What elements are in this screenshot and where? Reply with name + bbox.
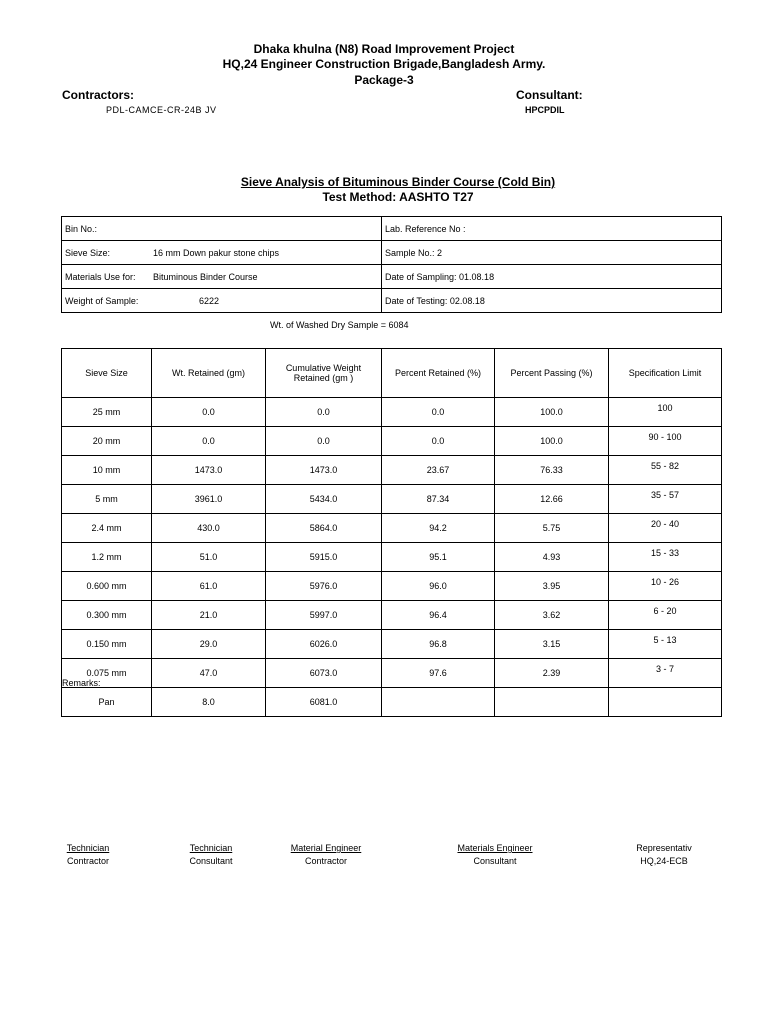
cumulative-weight-cell: 5864.0 xyxy=(266,514,382,543)
sieve-size-cell: 1.2 mm xyxy=(62,543,152,572)
sample-no: Sample No.: 2 xyxy=(382,241,722,265)
washed-dry-sample: Wt. of Washed Dry Sample = 6084 xyxy=(270,320,409,330)
table-row xyxy=(62,514,722,543)
weight-value: 6222 xyxy=(199,295,220,306)
signature-title: Material Engineer xyxy=(290,843,362,853)
spec-limit-cell: 35 - 57 xyxy=(609,485,722,514)
percent-retained-cell: 0.0 xyxy=(382,398,495,427)
spec-limit-cell: 100 xyxy=(609,398,722,427)
signature-materials-engineer-consultant xyxy=(435,842,555,868)
package-title: Package-3 xyxy=(354,73,414,87)
signature-technician-consultant xyxy=(171,842,251,868)
percent-retained-cell xyxy=(382,688,495,717)
header-cumulative-weight: Cumulative Weight Retained (gm ) xyxy=(266,349,382,398)
table-header-row xyxy=(62,349,722,398)
sieve-size-cell: Pan xyxy=(62,688,152,717)
header-sieve-size: Sieve Size xyxy=(62,349,152,398)
signature-org: Contractor xyxy=(66,856,110,866)
spec-limit-cell: 20 - 40 xyxy=(609,514,722,543)
table-row xyxy=(62,543,722,572)
signature-technician-contractor xyxy=(48,842,128,868)
sieve-size-cell: 0.150 mm xyxy=(62,630,152,659)
table-row xyxy=(62,572,722,601)
signature-org: HQ,24-ECB xyxy=(640,856,688,866)
header-specification-limit: Specification Limit xyxy=(609,349,722,398)
wt-retained-cell: 430.0 xyxy=(152,514,266,543)
percent-retained-cell: 87.34 xyxy=(382,485,495,514)
signature-title: Technician xyxy=(66,843,110,853)
percent-passing-cell: 3.95 xyxy=(495,572,609,601)
materials-label: Materials Use for: xyxy=(65,271,136,282)
bin-no: Bin No.: xyxy=(62,217,382,241)
sieve-size-cell: 0.300 mm xyxy=(62,601,152,630)
weight-label: Weight of Sample: xyxy=(65,295,139,306)
sample-info-table xyxy=(61,216,722,313)
percent-retained-cell: 23.67 xyxy=(382,456,495,485)
wt-retained-cell: 8.0 xyxy=(152,688,266,717)
lab-reference: Lab. Reference No : xyxy=(382,217,722,241)
percent-retained-cell: 95.1 xyxy=(382,543,495,572)
signature-title: Representativ xyxy=(636,843,692,853)
percent-retained-cell: 96.4 xyxy=(382,601,495,630)
spec-limit-cell: 90 - 100 xyxy=(609,427,722,456)
percent-retained-cell: 96.8 xyxy=(382,630,495,659)
weight-cell xyxy=(62,289,382,313)
percent-passing-cell: 3.62 xyxy=(495,601,609,630)
sieve-size-value: 16 mm Down pakur stone chips xyxy=(153,247,280,258)
test-method: Test Method: AASHTO T27 xyxy=(322,190,474,204)
percent-retained-cell: 0.0 xyxy=(382,427,495,456)
percent-passing-cell: 100.0 xyxy=(495,427,609,456)
percent-passing-cell: 76.33 xyxy=(495,456,609,485)
percent-passing-cell: 2.39 xyxy=(495,659,609,688)
percent-retained-cell: 97.6 xyxy=(382,659,495,688)
table-row xyxy=(62,456,722,485)
date-sampling: Date of Sampling: 01.08.18 xyxy=(382,265,722,289)
signature-org: Consultant xyxy=(473,856,517,866)
sieve-size-cell: 25 mm xyxy=(62,398,152,427)
spec-limit-cell: 10 - 26 xyxy=(609,572,722,601)
cumulative-weight-cell: 5915.0 xyxy=(266,543,382,572)
percent-retained-cell: 96.0 xyxy=(382,572,495,601)
cumulative-weight-cell: 6073.0 xyxy=(266,659,382,688)
percent-passing-cell: 100.0 xyxy=(495,398,609,427)
wt-retained-cell: 29.0 xyxy=(152,630,266,659)
contractors-label: Contractors: xyxy=(62,88,135,102)
header-percent-passing: Percent Passing (%) xyxy=(495,349,609,398)
cumulative-weight-cell: 1473.0 xyxy=(266,456,382,485)
signature-representative xyxy=(618,842,710,868)
table-row xyxy=(62,427,722,456)
contractors-value: PDL-CAMCE-CR-24B JV xyxy=(106,105,217,115)
percent-passing-cell xyxy=(495,688,609,717)
percent-retained-cell: 94.2 xyxy=(382,514,495,543)
cumulative-weight-cell: 0.0 xyxy=(266,398,382,427)
signature-title: Materials Engineer xyxy=(457,843,533,853)
signature-org: Consultant xyxy=(189,856,233,866)
organization-title: HQ,24 Engineer Construction Brigade,Bangladesh Army. xyxy=(222,57,546,71)
sieve-size-cell: 10 mm xyxy=(62,456,152,485)
wt-retained-cell: 0.0 xyxy=(152,427,266,456)
cumulative-weight-cell: 5434.0 xyxy=(266,485,382,514)
spec-limit-cell: 15 - 33 xyxy=(609,543,722,572)
materials-cell xyxy=(62,265,382,289)
signature-org: Contractor xyxy=(304,856,348,866)
header-wt-retained: Wt. Retained (gm) xyxy=(152,349,266,398)
sieve-size-label: Sieve Size: xyxy=(65,247,111,258)
wt-retained-cell: 0.0 xyxy=(152,398,266,427)
table-row xyxy=(62,601,722,630)
signature-title: Technician xyxy=(189,843,233,853)
spec-limit-cell: 3 - 7 xyxy=(609,659,722,688)
project-title: Dhaka khulna (N8) Road Improvement Project xyxy=(253,42,515,56)
wt-retained-cell: 47.0 xyxy=(152,659,266,688)
spec-limit-cell: 55 - 82 xyxy=(609,456,722,485)
spec-limit-cell xyxy=(609,688,722,717)
cumulative-weight-cell: 0.0 xyxy=(266,427,382,456)
table-row xyxy=(62,659,722,688)
percent-passing-cell: 12.66 xyxy=(495,485,609,514)
report-title: Sieve Analysis of Bituminous Binder Course (Cold Bin) xyxy=(240,175,556,189)
consultant-label: Consultant: xyxy=(516,88,583,102)
percent-passing-cell: 4.93 xyxy=(495,543,609,572)
sieve-size-cell: 0.075 mm xyxy=(62,659,152,688)
wt-retained-cell: 21.0 xyxy=(152,601,266,630)
table-row xyxy=(62,398,722,427)
sieve-size-cell: 5 mm xyxy=(62,485,152,514)
header-percent-retained: Percent Retained (%) xyxy=(382,349,495,398)
cumulative-weight-cell: 5976.0 xyxy=(266,572,382,601)
remarks-label: Remarks: xyxy=(62,678,101,688)
sieve-size-cell: 0.600 mm xyxy=(62,572,152,601)
wt-retained-cell: 61.0 xyxy=(152,572,266,601)
table-row xyxy=(62,485,722,514)
signature-material-engineer-contractor xyxy=(271,842,381,868)
spec-limit-cell: 5 - 13 xyxy=(609,630,722,659)
cumulative-weight-cell: 5997.0 xyxy=(266,601,382,630)
date-testing: Date of Testing: 02.08.18 xyxy=(382,289,722,313)
consultant-value: HPCPDIL xyxy=(525,105,565,115)
spec-limit-cell: 6 - 20 xyxy=(609,601,722,630)
sieve-analysis-table xyxy=(61,348,722,717)
sieve-size-cell: 20 mm xyxy=(62,427,152,456)
table-row xyxy=(62,688,722,717)
sieve-size-cell xyxy=(62,241,382,265)
cumulative-weight-cell: 6081.0 xyxy=(266,688,382,717)
wt-retained-cell: 51.0 xyxy=(152,543,266,572)
wt-retained-cell: 3961.0 xyxy=(152,485,266,514)
percent-passing-cell: 5.75 xyxy=(495,514,609,543)
sieve-size-cell: 2.4 mm xyxy=(62,514,152,543)
wt-retained-cell: 1473.0 xyxy=(152,456,266,485)
percent-passing-cell: 3.15 xyxy=(495,630,609,659)
materials-value: Bituminous Binder Course xyxy=(153,271,258,282)
cumulative-weight-cell: 6026.0 xyxy=(266,630,382,659)
table-row xyxy=(62,630,722,659)
